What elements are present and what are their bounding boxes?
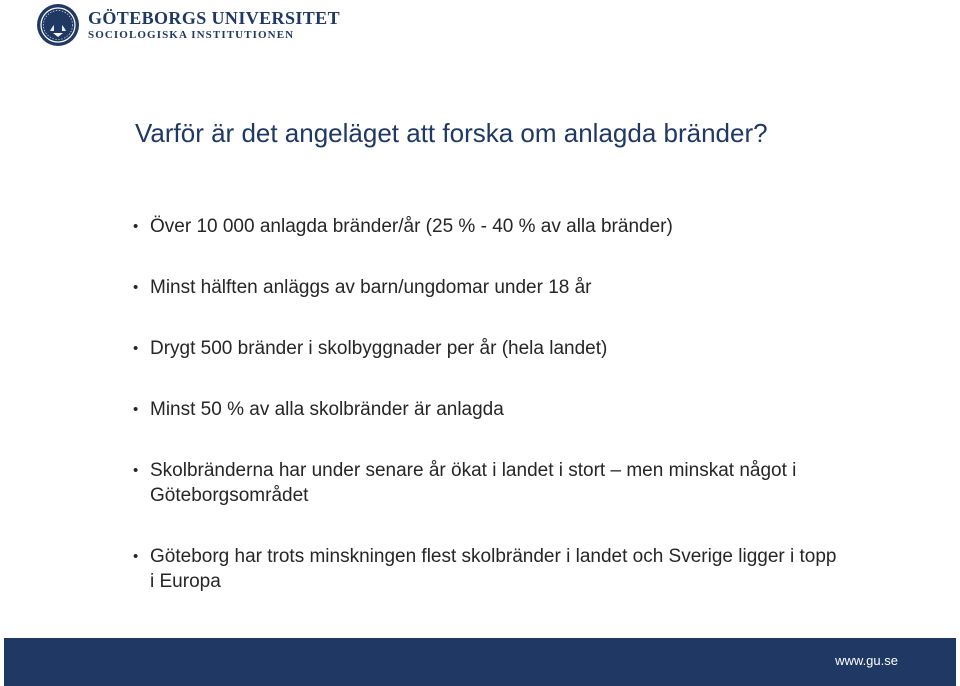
university-seal-icon [36,3,80,47]
bullet-item [133,544,840,594]
slide-title: Varför är det angeläget att forska om anlagda bränder? [135,118,768,148]
bullet-text: Skolbränderna har under senare år ökat i landet i stort – men minskat något i Göteborgsområdet [150,460,797,506]
header [36,2,340,48]
bullet-text: Minst 50 % av alla skolbränder är anlagda [150,399,504,420]
bullet-item [133,397,840,422]
department-name: SOCIOLOGISKA INSTITUTIONEN [88,28,295,41]
bullet-text: Drygt 500 bränder i skolbyggnader per år (hela landet) [150,338,608,359]
bullet-item [133,214,840,239]
organization-name [88,8,340,43]
bullet-text: Minst hälften anläggs av barn/ungdomar under 18 år [150,277,592,298]
bullet-item [133,275,840,300]
bullet-item [133,336,840,361]
bullet-marker: • [133,462,139,479]
bullet-marker: • [133,279,139,296]
bullet-marker: • [133,401,139,418]
bullet-text: Göteborg har trots minskningen flest skolbränder i landet och Sverige ligger i topp i Europa [150,546,837,592]
bullet-list [133,214,840,630]
bullet-text: Över 10 000 anlagda bränder/år (25 % - 40 % av alla bränder) [150,216,673,237]
bullet-item [133,458,840,508]
footer-url[interactable]: www.gu.se [835,653,898,668]
university-name: GÖTEBORGS UNIVERSITET [88,7,340,28]
bullet-marker: • [133,218,139,235]
bullet-marker: • [133,340,139,357]
bullet-marker: • [133,548,139,565]
footer-bar [4,638,956,686]
